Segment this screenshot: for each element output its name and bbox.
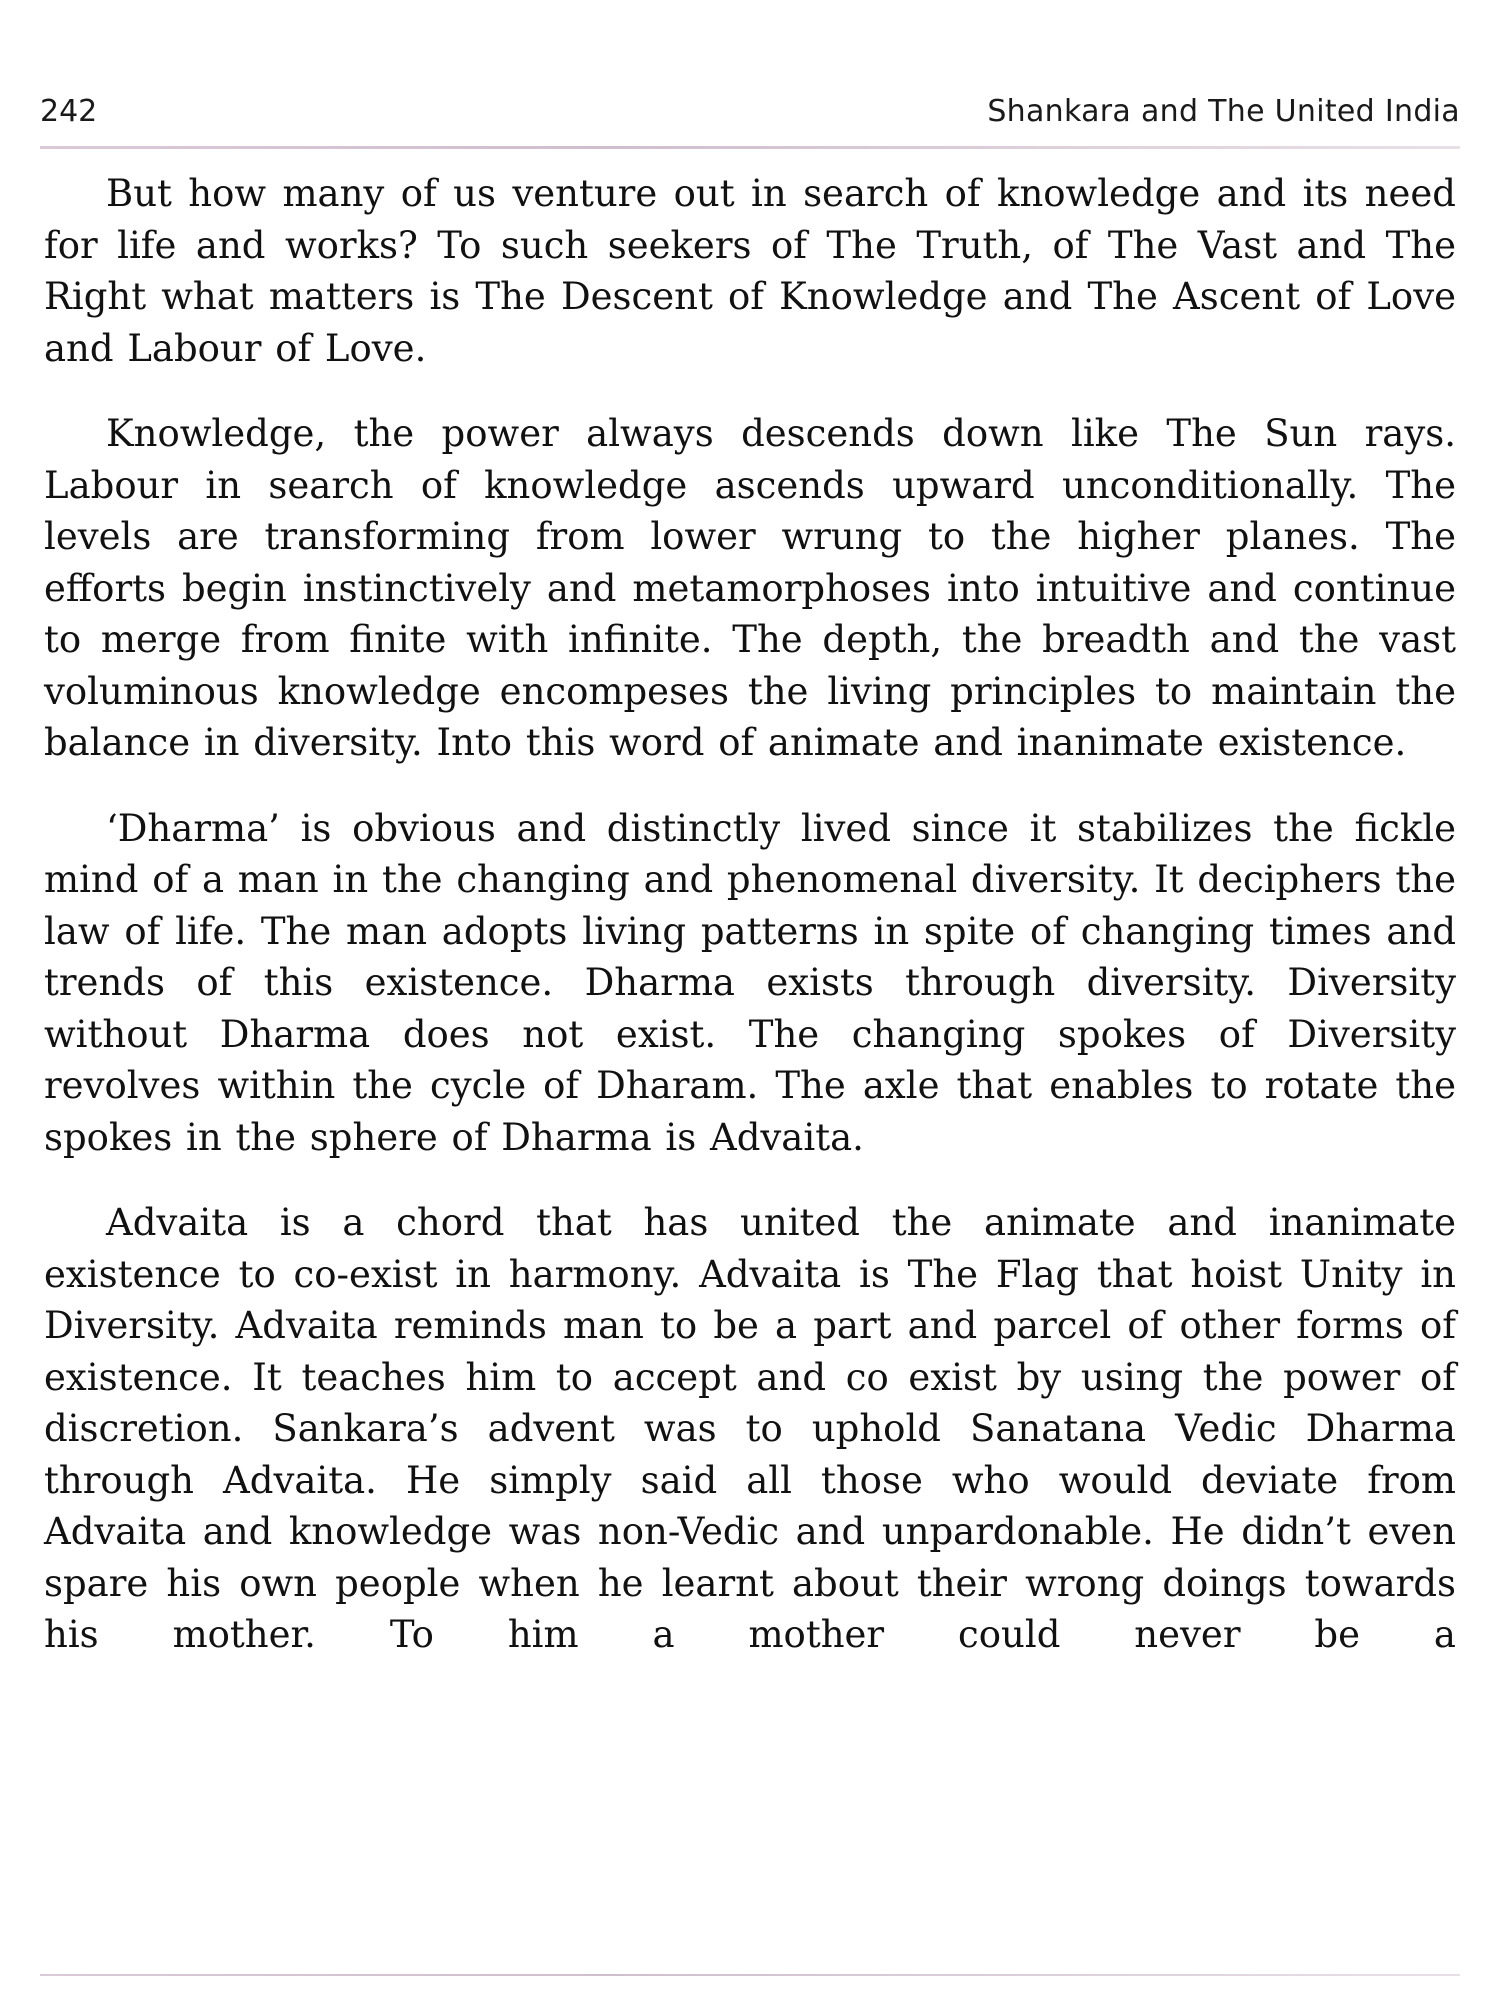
paragraph: Knowledge, the power always descends down like The Sun rays. Labour in search of knowledge ascends upward unconditionally. The levels are transforming from lower wrung to the higher planes. The efforts begin instinctively and metamorphoses into intuitive and continue to merge from finite with infinite. The depth, the breadth and the vast voluminous knowledge encompeses the living principles to maintain the balance in diversity. Into this word of animate and inanimate existence. xyxy=(44,412,1456,764)
paragraph: Advaita is a chord that has united the animate and inanimate existence to co-exist in harmony. Advaita is The Flag that hoist Unity in Diversity. Advaita reminds man to be a part and parcel of other forms of existence. It teaches him to accept and co exist by using the power of discretion. Sankara’s advent was to uphold Sanatana Vedic Dharma through Advaita. He simply said all those who would deviate from Advaita and knowledge was non-Vedic and unpardonable. He didn’t even spare his own people when he learnt about their wrong doings towards his mother. To him a mother could never be a xyxy=(44,1201,1456,1656)
body-text xyxy=(44,168,1456,1695)
paragraph: ‘Dharma’ is obvious and distinctly lived since it stabilizes the fickle mind of a man in the changing and phenomenal diversity. It deciphers the law of life. The man adopts living patterns in spite of changing times and trends of this existence. Dharma exists through diversity. Diversity without Dharma does not exist. The changing spokes of Diversity revolves within the cycle of Dharam. The axle that enables to rotate the spokes in the sphere of Dharma is Advaita. xyxy=(44,806,1456,1159)
page-number: 242 xyxy=(40,94,98,129)
paragraph: But how many of us venture out in search of knowledge and its need for life and works? To such seekers of The Truth, of The Vast and The Right what matters is The Descent of Knowledge and The Ascent of Love and Labour of Love. xyxy=(44,172,1456,370)
page-header xyxy=(40,94,1460,142)
running-title: Shankara and The United India xyxy=(987,94,1460,129)
footer-rule xyxy=(40,1974,1460,1976)
header-rule xyxy=(40,146,1460,149)
